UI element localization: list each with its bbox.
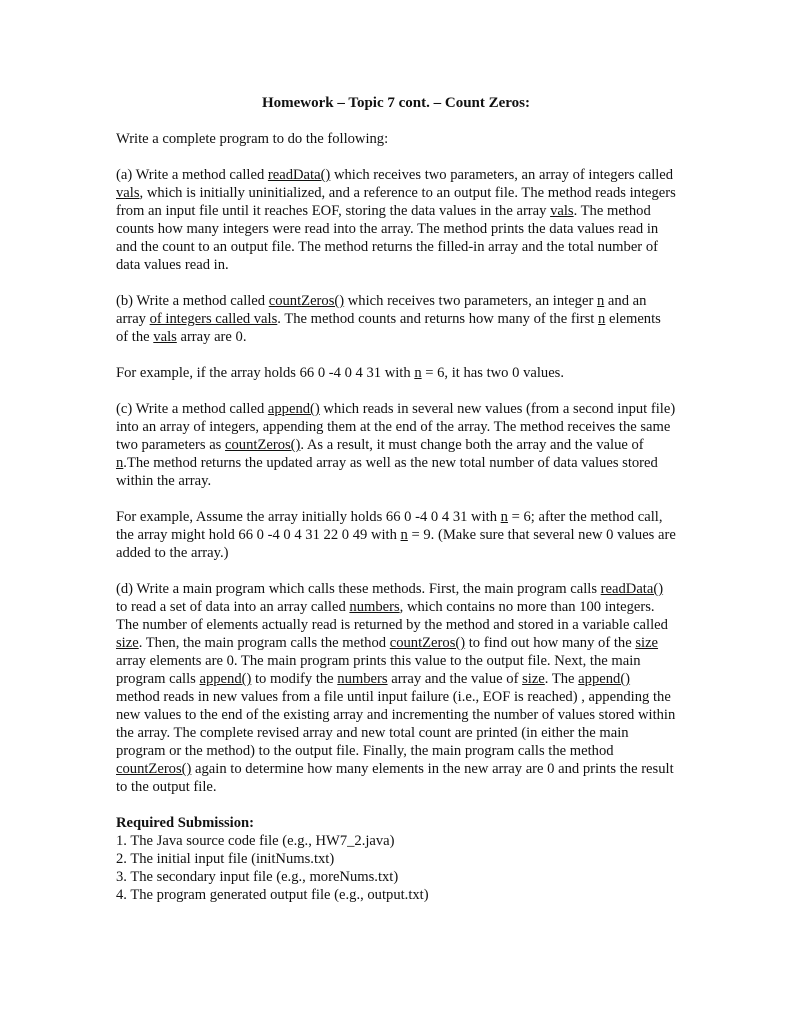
method-countzeros: countZeros(): [116, 761, 192, 777]
var-vals: vals: [116, 185, 140, 201]
var-n: n: [116, 455, 124, 471]
var-n: n: [400, 527, 408, 543]
method-countzeros: countZeros(): [268, 293, 345, 309]
var-vals: vals: [153, 329, 177, 345]
submission-item: 1. The Java source code file (e.g., HW7_2.java): [116, 833, 395, 849]
var-n: n: [500, 509, 508, 525]
example-c-paragraph: For example, Assume the array initially holds 66 0 -4 0 4 31 with n = 6; after the method call, the array might hold 66 0 -4 0 4 31 22 0 49 with n = 9. (Make sure that several new 0 values are added to the array.): [116, 509, 676, 561]
example-b-paragraph: For example, if the array holds 66 0 -4 0 4 31 with n = 6, it has two 0 values.: [116, 365, 565, 381]
method-countzeros: countZeros(): [389, 635, 466, 651]
part-b-paragraph: (b) Write a method called countZeros() which receives two parameters, an integer n and an array of integers called vals. The method counts and returns how many of the first n elements of the vals array are 0.: [116, 293, 661, 345]
var-numbers: numbers: [337, 671, 388, 687]
submission-heading: Required Submission:: [116, 815, 255, 831]
submission-list: [116, 832, 676, 904]
method-readdata: readData(): [600, 581, 664, 597]
var-numbers: numbers: [349, 599, 400, 615]
page-title: Homework – Topic 7 cont. – Count Zeros:: [261, 95, 531, 111]
submission-item: 4. The program generated output file (e.g., output.txt): [116, 887, 429, 903]
document-page: [116, 90, 676, 904]
var-vals: vals: [550, 203, 574, 219]
method-append: append(): [199, 671, 252, 687]
part-a-paragraph: (a) Write a method called readData() which receives two parameters, an array of integers called vals, which is initially uninitialized, and a reference to an output file. The method reads integers from an input file until it reaches EOF, storing the data values in the array vals. The method counts how many integers were read into the array. The method prints the data values read in and the count to an output file. The method returns the filled-in array and the total number of data values read in.: [116, 167, 676, 273]
submission-section: [116, 814, 676, 904]
var-vals-phrase: of integers called vals: [149, 311, 278, 327]
submission-item: 2. The initial input file (initNums.txt): [116, 851, 335, 867]
part-d-paragraph: (d) Write a main program which calls these methods. First, the main program calls readData() to read a set of data into an array called numbers, which contains no more than 100 integers. The number of elements actually read is returned by the method and stored in a variable called size. Then, the main program calls the method countZeros() to find out how many of the size array elements are 0. The main program prints this value to the output file. Next, the main program calls append() to modify the numbers array and the value of size. The append() method reads in new values from a file until input failure (i.e., EOF is reached) , appending the new values to the end of the existing array and incrementing the number of values stored within the array. The complete revised array and new total count are printed (in either the main program or the method) to the output file. Finally, the main program calls the method countZeros() again to determine how many elements in the new array are 0 and prints the result to the output file.: [116, 581, 676, 795]
method-append: append(): [267, 401, 320, 417]
var-size: size: [635, 635, 659, 651]
method-readdata: readData(): [267, 167, 331, 183]
var-size: size: [522, 671, 545, 687]
part-c-paragraph: (c) Write a method called append() which reads in several new values (from a second input file) into an array of integers, appending them at the end of the array. The method receives the same two parameters as countZeros(). As a result, it must change both the array and the value of n.The method returns the updated array as well as the new total number of data values stored within the array.: [116, 401, 676, 489]
var-n: n: [414, 365, 422, 381]
var-n: n: [598, 311, 606, 327]
var-n: n: [596, 293, 605, 309]
method-append: append(): [578, 671, 631, 687]
method-countzeros: countZeros(): [225, 437, 301, 453]
submission-item: 3. The secondary input file (e.g., moreNums.txt): [116, 869, 399, 885]
intro-paragraph: Write a complete program to do the following:: [116, 131, 389, 147]
var-size: size: [116, 635, 139, 651]
